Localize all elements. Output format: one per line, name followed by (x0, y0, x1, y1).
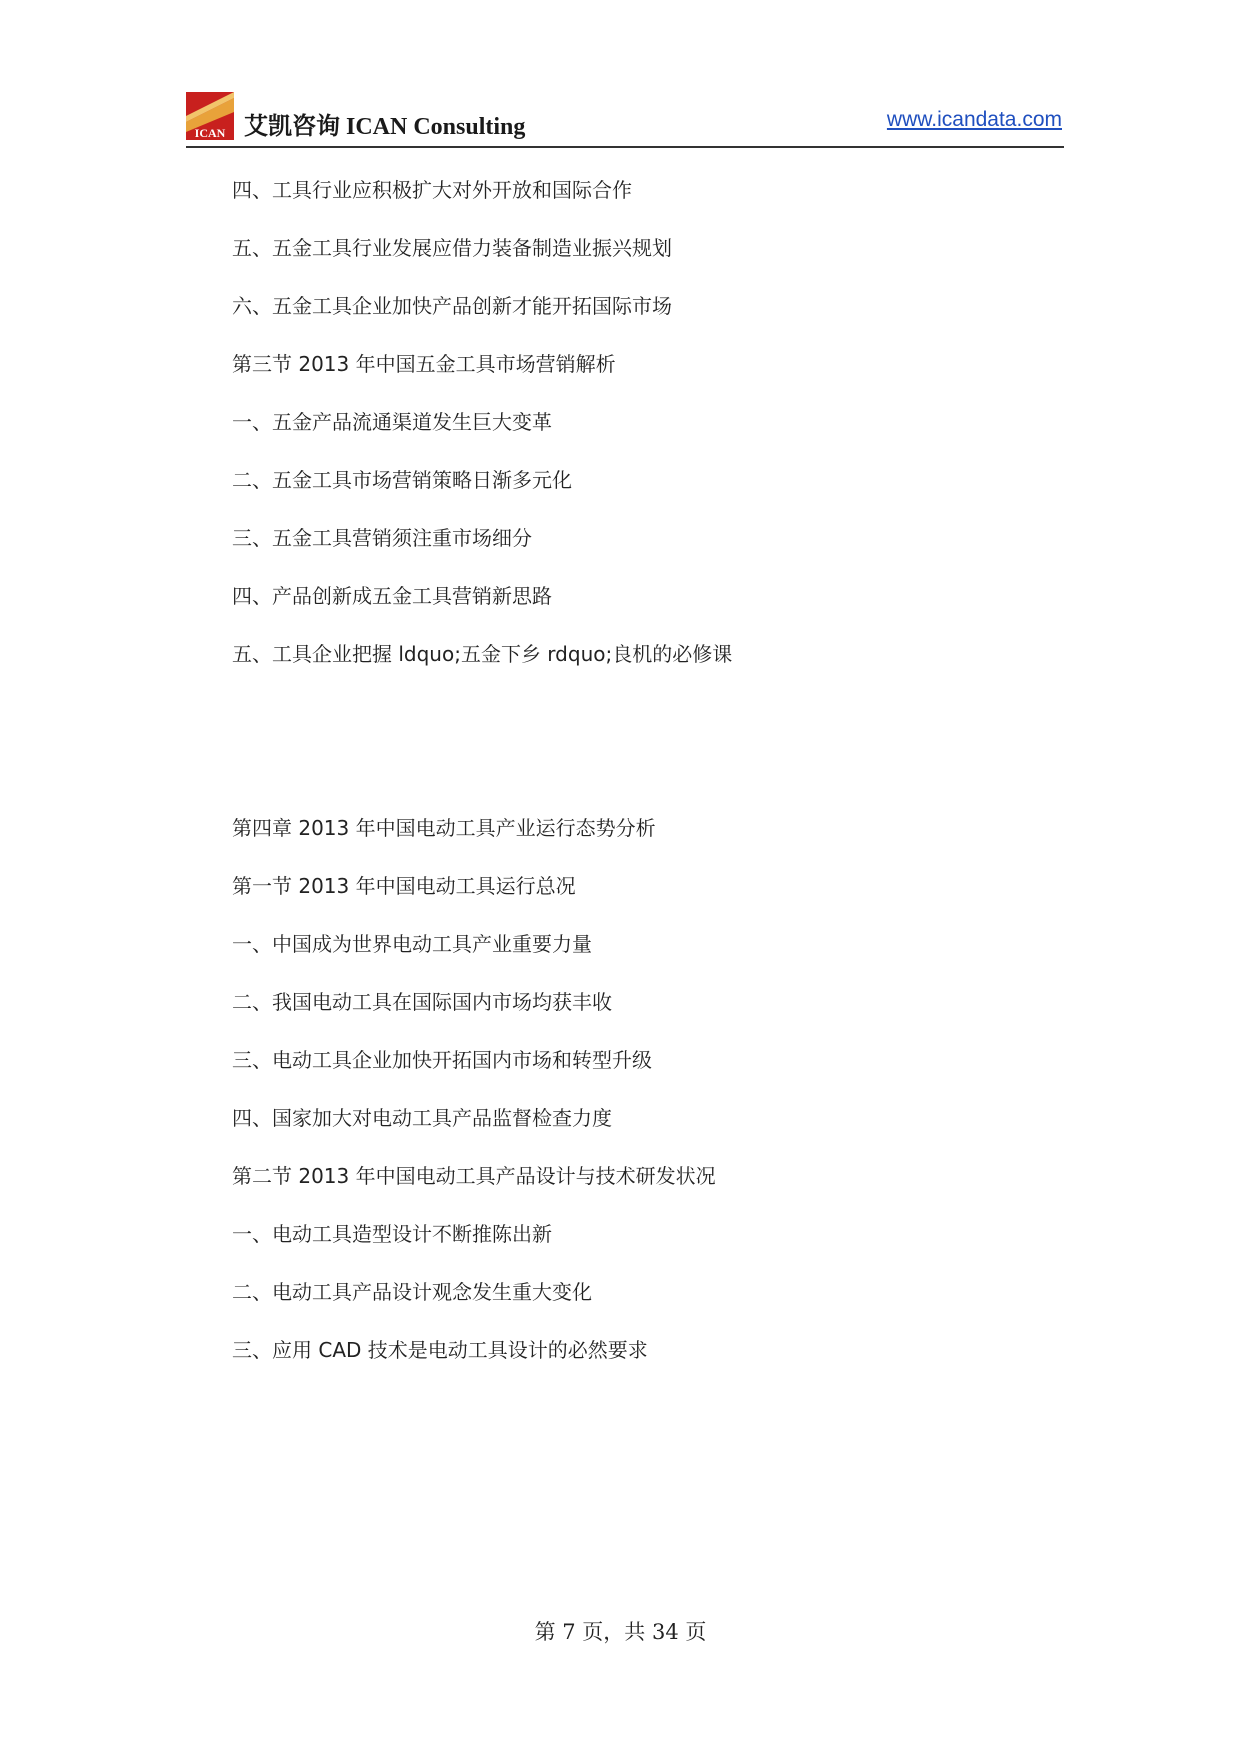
logo-text: ICAN (194, 126, 226, 140)
page-number: 第 7 页，共 34 页 (534, 1620, 707, 1644)
brand-name: 艾凯咨询 ICAN Consulting (244, 114, 526, 140)
toc-line: 一、电动工具造型设计不断推陈出新 (232, 1222, 552, 1246)
toc-line: 三、应用 CAD 技术是电动工具设计的必然要求 (232, 1338, 648, 1362)
toc-line: 一、中国成为世界电动工具产业重要力量 (232, 932, 592, 956)
toc-line: 六、五金工具企业加快产品创新才能开拓国际市场 (232, 294, 672, 318)
toc-chapter-heading: 第四章 2013 年中国电动工具产业运行态势分析 (232, 816, 656, 840)
toc-line: 一、五金产品流通渠道发生巨大变革 (232, 410, 552, 434)
toc-line: 二、电动工具产品设计观念发生重大变化 (232, 1280, 592, 1304)
toc-line: 二、我国电动工具在国际国内市场均获丰收 (232, 990, 612, 1014)
toc-line: 四、工具行业应积极扩大对外开放和国际合作 (232, 178, 632, 202)
toc-section-heading: 第三节 2013 年中国五金工具市场营销解析 (232, 352, 616, 376)
ican-logo (186, 92, 234, 140)
toc-line: 二、五金工具市场营销策略日渐多元化 (232, 468, 572, 492)
toc-line: 四、国家加大对电动工具产品监督检查力度 (232, 1106, 612, 1130)
toc-section-heading: 第一节 2013 年中国电动工具运行总况 (232, 874, 576, 898)
toc-line: 三、五金工具营销须注重市场细分 (232, 526, 532, 550)
toc-line: 四、产品创新成五金工具营销新思路 (232, 584, 552, 608)
toc-line: 五、工具企业把握 ldquo;五金下乡 rdquo;良机的必修课 (232, 642, 733, 666)
toc-line: 三、电动工具企业加快开拓国内市场和转型升级 (232, 1048, 652, 1072)
website-link[interactable]: www.icandata.com (886, 108, 1062, 131)
toc-section-heading: 第二节 2013 年中国电动工具产品设计与技术研发状况 (232, 1164, 716, 1188)
page-header (186, 88, 1064, 148)
toc-line: 五、五金工具行业发展应借力装备制造业振兴规划 (232, 236, 672, 260)
